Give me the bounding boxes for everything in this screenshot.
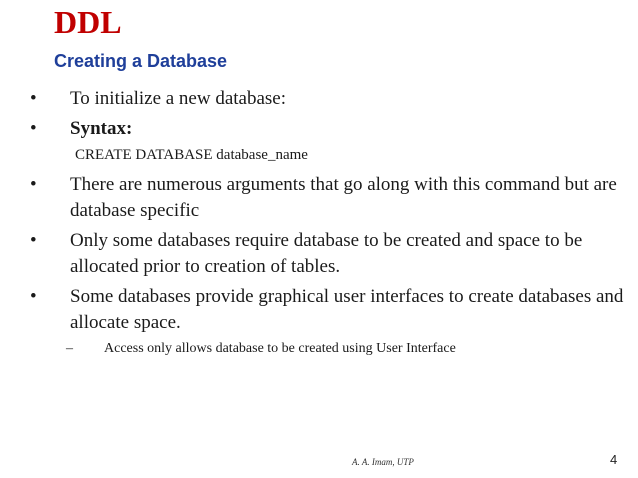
dash-icon: – bbox=[66, 341, 73, 356]
slide-title: DDL bbox=[54, 4, 122, 40]
slide-subtitle: Creating a Database bbox=[54, 51, 228, 71]
bullet-text: Only some databases require database to be created and space to be allocated prior to creation of tables. bbox=[70, 230, 583, 277]
bullet-dot-icon: • bbox=[30, 88, 37, 109]
bullet-text-syntax: Syntax: bbox=[70, 118, 133, 139]
page-number: 4 bbox=[610, 452, 618, 467]
bullet-dot-icon: • bbox=[30, 118, 37, 139]
bullet-text: There are numerous arguments that go along with this command but are database specific bbox=[70, 174, 617, 221]
bullet-text: Some databases provide graphical user interfaces to create databases and allocate space. bbox=[70, 286, 624, 333]
bullet-text: To initialize a new database: bbox=[70, 88, 287, 109]
bullet-dot-icon: • bbox=[30, 174, 37, 195]
bullet-dot-icon: • bbox=[30, 286, 37, 307]
bullet-dot-icon: • bbox=[30, 230, 37, 251]
syntax-example: CREATE DATABASE database_name bbox=[75, 147, 308, 163]
footer-author: A. A. Imam, UTP bbox=[352, 457, 414, 467]
sub-bullet-text: Access only allows database to be created using User Interface bbox=[104, 341, 456, 356]
